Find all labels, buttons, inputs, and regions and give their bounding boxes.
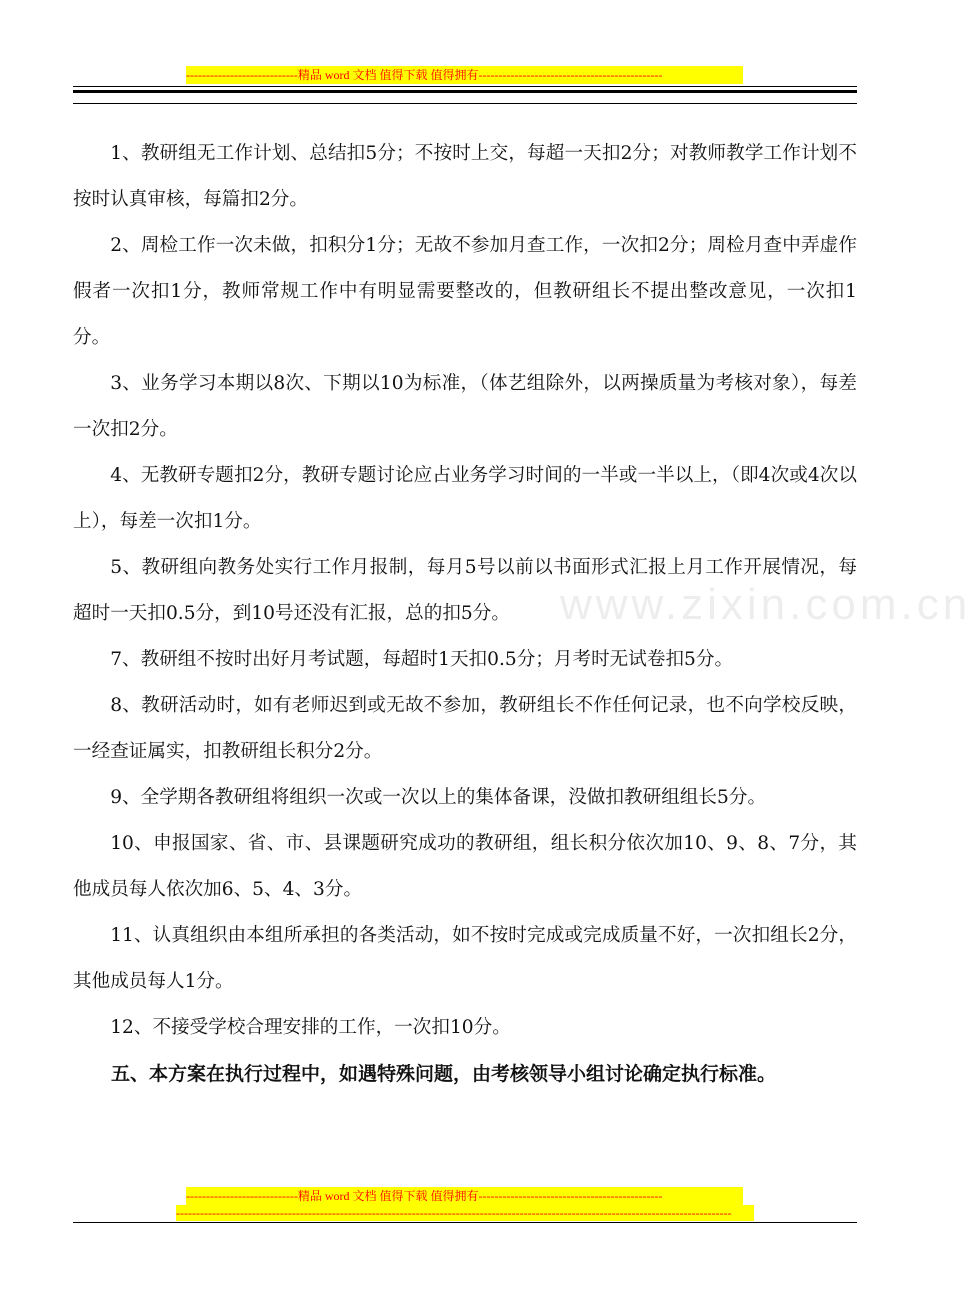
watermark: www.zixin.com.cn (560, 580, 971, 629)
footer-dash-line: ------------------------------------------------------------------------------------------------------------------------------------------- (176, 1205, 754, 1221)
section-five-heading: 五、本方案在执行过程中，如遇特殊问题，由考核领导小组讨论确定执行标准。 (111, 1063, 777, 1085)
footer-rule (73, 1222, 857, 1223)
rule-item-7: 7、教研组不按时出好月考试题，每超时1天扣0.5分；月考时无试卷扣5分。 (110, 649, 734, 670)
header-rule-lower (73, 103, 857, 104)
rule-item-2: 2、周检工作一次未做，扣积分1分；无故不参加月查工作，一次扣2分；周检月查中弄虚作假者一次扣1分，教师常规工作中有明显需要整改的，但教研组长不提出整改意见，一次扣1分。 (73, 235, 857, 348)
rule-item-12: 12、不接受学校合理安排的工作，一次扣10分。 (110, 1017, 511, 1038)
rule-item-8: 8、教研活动时，如有老师迟到或无故不参加，教研组长不作任何记录，也不向学校反映，一经查证属实，扣教研组长积分2分。 (73, 695, 857, 762)
document-body (73, 131, 857, 1097)
rule-item-3: 3、业务学习本期以8次、下期以10为标准，（体艺组除外，以两操质量为考核对象），每差一次扣2分。 (73, 373, 857, 440)
rule-item-9: 9、全学期各教研组将组织一次或一次以上的集体备课，没做扣教研组组长5分。 (110, 787, 767, 808)
rule-item-1: 1、教研组无工作计划、总结扣5分；不按时上交，每超一天扣2分；对教师教学工作计划不按时认真审核，每篇扣2分。 (73, 143, 857, 210)
rule-item-5: 5、教研组向教务处实行工作月报制，每月5号以前以书面形式汇报上月工作开展情况，每超时一天扣0.5分，到10号还没有汇报，总的扣5分。 (73, 557, 857, 624)
rule-item-11: 11、认真组织由本组所承担的各类活动，如不按时完成或完成质量不好，一次扣组长2分，其他成员每人1分。 (73, 925, 857, 992)
footer-banner: ----------------------------精品 word 文档 值得下载 值得拥有---------------------------------------------- (186, 1187, 743, 1205)
rule-item-10: 10、申报国家、省、市、县课题研究成功的教研组，组长积分依次加10、9、8、7分，其他成员每人依次加6、5、4、3分。 (73, 833, 857, 900)
rule-item-4: 4、无教研专题扣2分，教研专题讨论应占业务学习时间的一半或一半以上，（即4次或4次以上），每差一次扣1分。 (73, 465, 857, 532)
header-banner: ----------------------------精品 word 文档 值得下载 值得拥有---------------------------------------------- (186, 66, 743, 84)
header-rule-thin (73, 86, 857, 87)
header-rule-thick (73, 90, 857, 93)
